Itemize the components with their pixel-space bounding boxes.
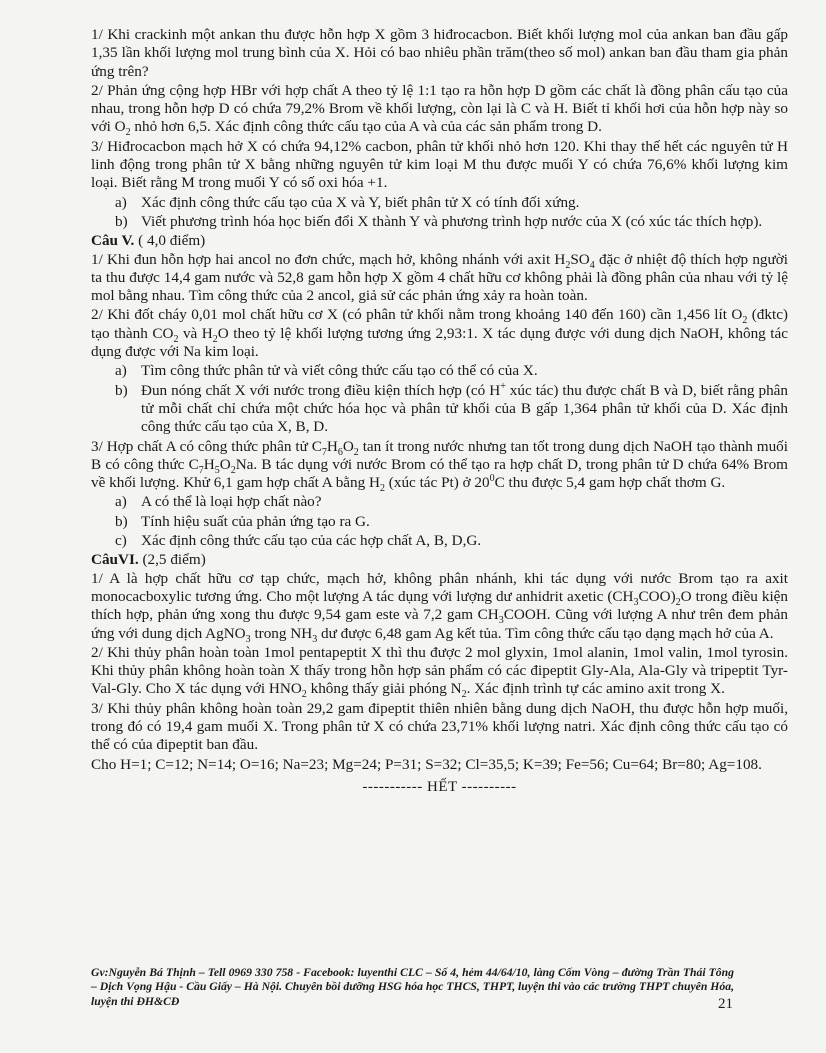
section6-question-1: 1/ A là hợp chất hữu cơ tạp chức, mạch hở, không phân nhánh, khi tác dụng với nước Brom tạo ra axit monocacboxylic tương ứng. Cho một lượng A tác dụng với lượng dư anhidrit axetic $(CH_3COO)_2O$ trong điều kiện thích hợp, phản ứng xong thu được 9,54 gam este và 7,2 gam $CH_3COOH$. Cũng với lượng A như trên đem phản ứng với dung dịch AgNO$_3$ trong $NH_3$ dư được 6,48 gam Ag kết tủa. Tìm công thức cấu tạo dạng mạch hở của A. (91, 569, 789, 645)
section6-question-2: 2/ Khi thủy phân hoàn toàn 1mol pentapeptit X thì thu được 2 mol glyxin, 1mol alanin, 1mol valin, 1mol tyrosin. Khi thủy phân không hoàn toàn X thấy trong hỗn hợp sản phẩm có các đipeptit Gly-Ala, Ala-Gly và tripeptit Tyr-Val-Gly. Cho X tác dụng với $HNO_2$ không thấy giải phóng $N_2$. Xác định trình tự các amino axit trong X. (91, 643, 788, 701)
section5-question-2: 2/ Khi đốt cháy 0,01 mol chất hữu cơ X (có phân tử khối nằm trong khoảng 140 đến 160) cần 1,456 lít $O_2$ (đktc) tạo thành $CO_2$ và $H_2O$ theo tỷ lệ khối lượng tương ứng 2,93:1. X tác dụng được với dung dịch NaOH, không tác dụng được với Na kim loại. (91, 306, 788, 361)
section5-question-3: 3/ Hợp chất A có công thức phân tử $C_7H_6O_2$ tan ít trong nước nhưng tan tốt trong dung dịch NaOH tạo thành muối B có công thức $C_7H_5O_2Na$. B tác dụng với nước Brom có thể tạo ra hợp chất D, trong phân tử D chứa 64% Brom về khối lượng. Khử 6,1 gam hợp chất A bằng $H_2$ (xúc tác Pt) ở $20^0C$ thu được 5,4 gam hợp chất thơm G. (91, 437, 788, 495)
document-content (91, 26, 788, 796)
footer-credits: Gv:Nguyễn Bá Thịnh – Tell 0969 330 758 - Facebook: luyenthi CLC – Số 4, hẻm 44/64/10, làng Cốm Vòng – đường Trần Thái Tông – Dịch Vọng Hậu - Cầu Giấy – Hà Nội. Chuyên bồi dưỡng HSG hóa học THCS, THPT, luyện thi vào các trường THPT chuyên Hóa, luyện thi ĐH&CĐ (91, 966, 734, 1008)
section6-question-3: 3/ Khi thủy phân không hoàn toàn 29,2 gam đipeptit thiên nhiên bằng dung dịch NaOH, thu được hỗn hợp muối, trong đó có 19,4 gam muối X. Trong phân tử X có chứa 23,71% khối lượng natri. Xác định công thức cấu tạo có thể có của đipeptit ban đầu. (91, 699, 788, 754)
section5-heading: Câu V. ( 4,0 điểm) (91, 232, 206, 250)
section5-q2-item-b: b) Đun nóng chất X với nước trong điều kiện thích hợp (có H+ xúc tác) thu được chất B và D, biết rằng phân tử mỗi chất chỉ chứa một chức hóa học và phân tử khối của B gấp 1,364 phân tử khối của D. Xác định công thức cấu tạo của X, B, D. (115, 380, 788, 436)
page-number: 21 (718, 996, 733, 1012)
section5-question-1: 1/ Khi đun hỗn hợp hai ancol no đơn chức, mạch hở, không nhánh với axit $H_2SO_4$ đặc ở nhiệt độ thích hợp người ta thu được 14,4 gam nước và 52,8 gam hỗn hợp X gồm 4 chất hữu cơ không phải là đồng phân của nhau với tỷ lệ mol bằng nhau. Tìm công thức của 2 ancol, giả sử các phản ứng xảy ra hoàn toàn. (91, 250, 789, 305)
section4-question-2: 2/ Phản ứng cộng hợp HBr với hợp chất A theo tỷ lệ 1:1 tạo ra hỗn hợp D gồm các chất là đồng phân cấu tạo của nhau, trong hỗn hợp D có chứa 79,2% Brom về khối lượng, còn lại là C và H. Biết tỉ khối hơi của hỗn hợp này so với $O_2$ nhỏ hơn 6,5. Xác định công thức cấu tạo của A và của các sản phẩm trong D. (91, 81, 788, 139)
section5-q2-item-a: a) Tìm công thức phân tử và viết công thức cấu tạo có thể có của X. (115, 362, 538, 380)
section4-q3-item-b: b) Viết phương trình hóa học biến đổi X thành Y và phương trình hợp nước của X (có xúc tác thích hợp). (115, 212, 763, 230)
section4-question-1: 1/ Khi crackinh một ankan thu được hỗn hợp X gồm 3 hiđrocacbon. Biết khối lượng mol của ankan ban đầu gấp 1,35 lần khối lượng mol trung bình của X. Hỏi có bao nhiêu phần trăm(theo số mol) ankan ban đầu tham gia phản ứng trên? (91, 26, 788, 80)
section5-q3-item-b: b) Tính hiệu suất của phản ứng tạo ra G. (115, 512, 370, 530)
section5-q3-item-a: a) A có thể là loại hợp chất nào? (115, 493, 322, 511)
end-marker: ----------- HẾT ---------- (362, 778, 517, 795)
section6-heading: CâuVI. (2,5 điểm) (91, 551, 206, 569)
section5-q3-item-c: c) Xác định công thức cấu tạo của các hợp chất A, B, D,G. (115, 532, 482, 550)
section4-q3-item-a: a) Xác định công thức cấu tạo của X và Y, biết phân tử X có tính đối xứng. (115, 193, 580, 211)
atomic-masses: Cho H=1; C=12; N=14; O=16; Na=23; Mg=24; P=31; S=32; Cl=35,5; K=39; Fe=56; Cu=64; Br=80; Ag=108. (91, 755, 762, 773)
section4-question-3: 3/ Hiđrocacbon mạch hở X có chứa 94,12% cacbon, phân tử khối nhỏ hơn 120. Khi thay thế hết các nguyên tử H linh động trong phân tử X bằng những nguyên tử kim loại M thu được muối Y có chứa 76,6% khối lượng kim loại. Biết rằng M trong muối Y có số oxi hóa +1. (91, 137, 788, 192)
